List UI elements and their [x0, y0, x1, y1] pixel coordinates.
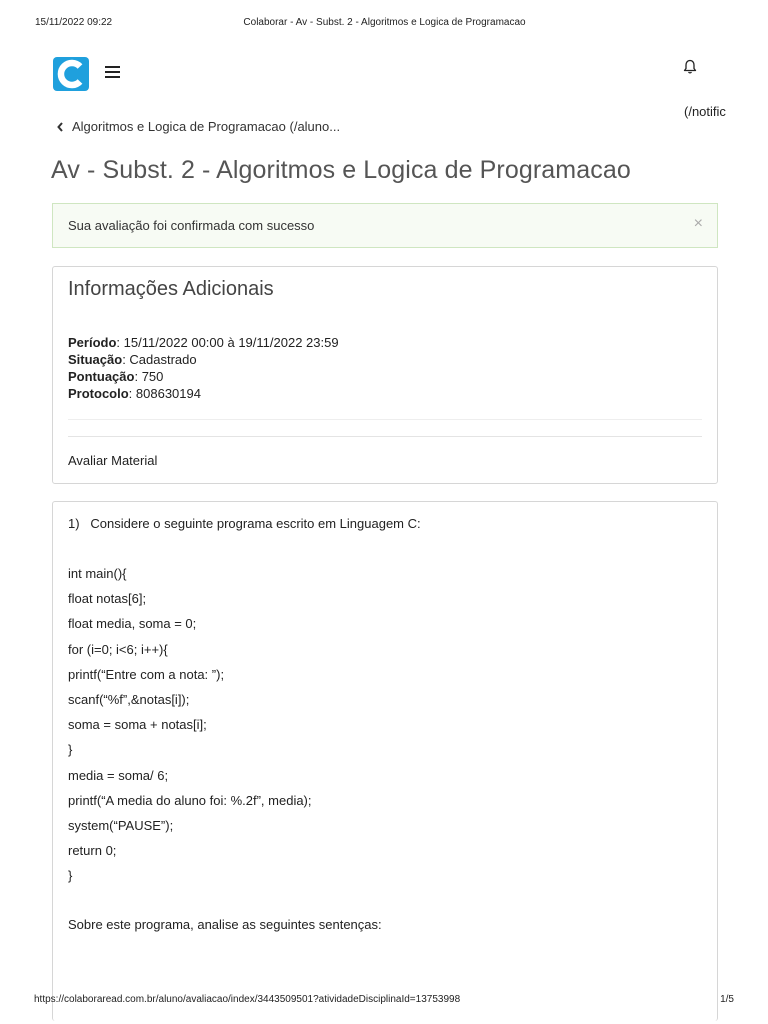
colaborar-logo-icon[interactable]	[53, 57, 89, 91]
info-list	[68, 334, 339, 402]
divider	[68, 419, 702, 420]
alert-message: Sua avaliação foi confirmada com sucesso	[68, 218, 315, 233]
info-heading: Informações Adicionais	[68, 278, 274, 300]
periodo-value: : 15/11/2022 00:00 à 19/11/2022 23:59	[116, 335, 339, 350]
success-alert	[52, 203, 718, 248]
situacao-label: Situação	[68, 352, 123, 367]
periodo-label: Período	[68, 335, 117, 350]
page-title: Av - Subst. 2 - Algoritmos e Logica de Programacao	[51, 156, 631, 184]
print-url: https://colaboraread.com.br/aluno/avaliacao/index/3443509501?atividadeDisciplinaId=13753998	[34, 994, 461, 1005]
code-line: for (i=0; i<6; i++){	[68, 641, 168, 657]
code-block	[68, 565, 312, 892]
code-line: float notas[6];	[68, 591, 147, 607]
code-line: int main(){	[68, 566, 127, 581]
protocolo-label: Protocolo	[68, 386, 129, 401]
periodo-row	[68, 334, 339, 351]
code-line: soma = soma + notas[i];	[68, 717, 207, 733]
code-line: }	[68, 742, 73, 758]
code-line: scanf(“%f”,&notas[i]);	[68, 691, 190, 707]
code-line: float media, soma = 0;	[68, 616, 197, 632]
avaliar-material-link[interactable]: Avaliar Material	[68, 453, 158, 468]
code-line: printf(“A media do aluno foi: %.2f”, media);	[68, 792, 312, 808]
code-line: printf(“Entre com a nota: ”);	[68, 666, 225, 682]
close-icon[interactable]: ×	[693, 215, 703, 232]
bell-icon[interactable]	[683, 59, 697, 75]
print-header	[35, 17, 734, 31]
print-doc-title: Colaborar - Av - Subst. 2 - Algoritmos e Logica de Programacao	[243, 17, 526, 28]
question-prompt: Sobre este programa, analise as seguintes sentenças:	[68, 917, 382, 932]
code-line: }	[68, 868, 73, 884]
protocolo-value: : 808630194	[128, 386, 201, 401]
pontuacao-row	[68, 368, 339, 385]
breadcrumb[interactable]	[56, 119, 340, 134]
breadcrumb-label: Algoritmos e Logica de Programacao (/aluno...	[72, 119, 341, 134]
hamburger-icon[interactable]	[105, 66, 120, 78]
situacao-row	[68, 351, 339, 368]
divider	[68, 436, 702, 437]
code-line: return 0;	[68, 843, 117, 859]
print-page-number: 1/5	[720, 994, 734, 1005]
notifications-link[interactable]: (/notific	[684, 104, 726, 119]
print-datetime: 15/11/2022 09:22	[35, 17, 113, 28]
situacao-value: : Cadastrado	[122, 352, 197, 367]
protocolo-row	[68, 385, 339, 402]
code-line: system(“PAUSE”);	[68, 817, 174, 833]
pontuacao-value: : 750	[134, 369, 164, 384]
print-footer	[34, 994, 734, 1008]
info-card	[52, 266, 718, 484]
question-title: 1) Considere o seguinte programa escrito em Linguagem C:	[68, 516, 421, 531]
code-line: media = soma/ 6;	[68, 767, 169, 783]
question-card	[52, 501, 718, 1021]
chevron-left-icon	[56, 121, 64, 133]
pontuacao-label: Pontuação	[68, 369, 135, 384]
